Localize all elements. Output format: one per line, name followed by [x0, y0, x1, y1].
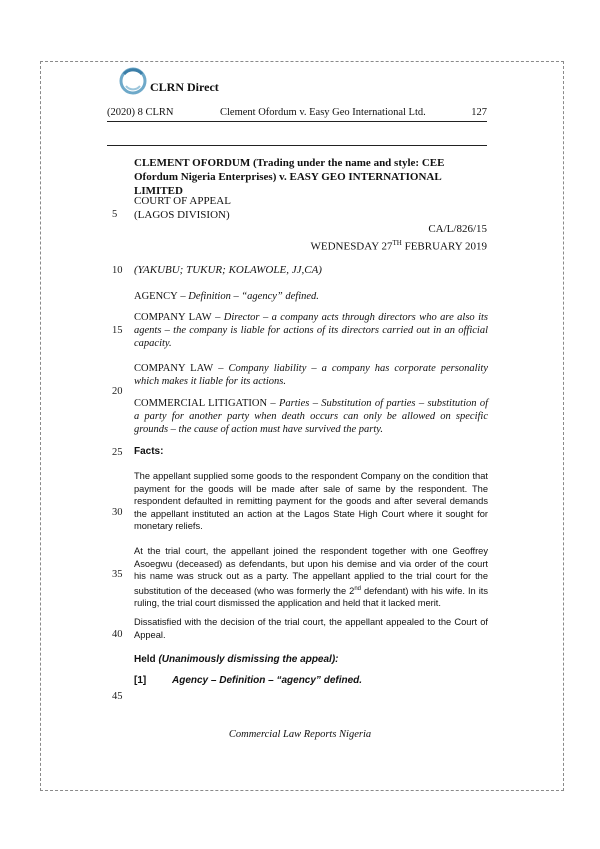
line-number: 15: [112, 325, 123, 336]
court-block: [134, 194, 231, 222]
court-name: COURT OF APPEAL: [134, 195, 231, 207]
line-number: 45: [112, 691, 123, 702]
facts-heading: Facts:: [134, 446, 164, 457]
court-division: (LAGOS DIVISION): [134, 209, 230, 221]
page-number: 127: [471, 107, 487, 118]
line-number: 30: [112, 507, 123, 518]
case-short-title: Clement Ofordum v. Easy Geo International Ltd.: [220, 107, 426, 118]
facts-paragraph: Dissatisfied with the decision of the trial court, the appellant appealed to the Court of Appeal.: [134, 617, 488, 640]
brand-name: CLRN Direct: [150, 80, 219, 94]
catchword: COMPANY LAW – Company liability – a company has corporate personality which makes it liable for its actions.: [134, 363, 488, 387]
line-number: 35: [112, 569, 123, 580]
holding-text: Agency – Definition – “agency” defined.: [172, 675, 363, 686]
header-rule: [107, 121, 487, 122]
catchword: COMMERCIAL LITIGATION – Parties – Substitution of parties – substitution of a party for another party when death occurs can only be allowed on specific grounds – the cause of action must have survived the party.: [134, 398, 489, 435]
holding-number: [1]: [134, 675, 147, 686]
held-heading: Held (Unanimously dismissing the appeal):: [134, 654, 339, 665]
coram: (YAKUBU; TUKUR; KOLAWOLE, JJ,CA): [134, 264, 322, 276]
case-title: CLEMENT OFORDUM (Trading under the name and style: CEE Ofordum Nigeria Enterprises) v. EASY GEO INTERNATIONAL LIMITED: [134, 157, 445, 197]
page-footer: Commercial Law Reports Nigeria: [228, 729, 372, 740]
citation: (2020) 8 CLRN: [107, 107, 174, 118]
catchword: AGENCY – Definition – “agency” defined.: [134, 291, 319, 302]
suit-number: CA/L/826/15: [428, 223, 487, 235]
facts-paragraph: The appellant supplied some goods to the respondent Company on the condition that payment for the goods will be made after sale of same by the respondent. The respondent defaulted in remitting payment for the goods and after several demands the appellant instituted an action at the Lagos State High Court where it sought for monetary reliefs.: [134, 471, 488, 532]
facts-paragraph: At the trial court, the appellant joined the respondent together with one Geoffrey Asoegwu (deceased) as defendants, but upon his demise and via order of the court his name was struck out as a party. The appellant applied to the trial court for the substitution of the deceased (who was formerly the 2nd defendant) with his wife. In its ruling, the trial court dismissed the application and held that it lacked merit.: [134, 546, 488, 609]
line-number: 5: [112, 209, 118, 220]
suit-block: [310, 222, 487, 254]
clrn-logo-icon: [118, 66, 148, 96]
line-number: 25: [112, 447, 123, 458]
line-number: 20: [112, 386, 123, 397]
title-rule: [107, 145, 487, 146]
judgment-date: WEDNESDAY 27TH FEBRUARY 2019: [310, 239, 487, 253]
catchword: COMPANY LAW – Director – a company acts through directors who are also its agents – the company is liable for actions of its directors carried out in an official capacity.: [134, 312, 488, 349]
line-number: 10: [112, 265, 123, 276]
line-number: 40: [112, 629, 123, 640]
